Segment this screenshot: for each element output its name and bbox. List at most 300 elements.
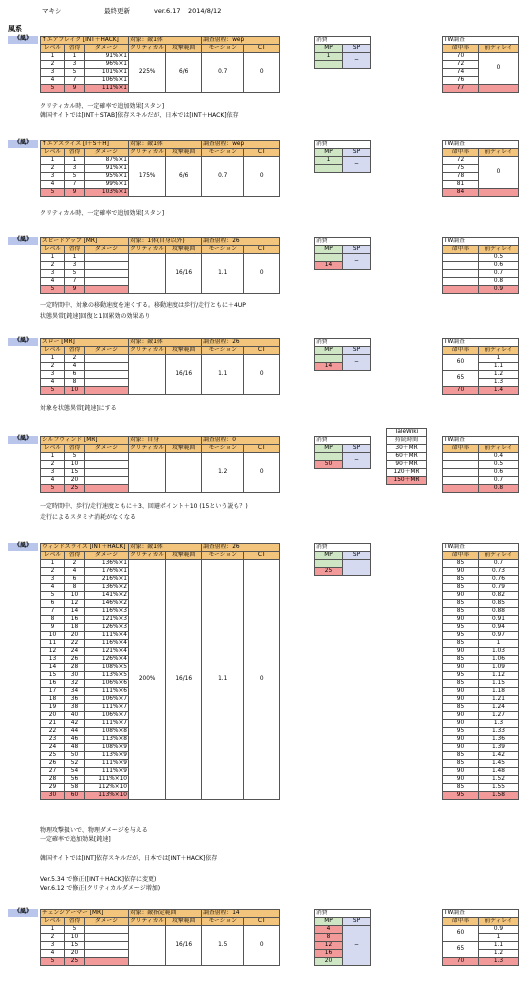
level-cell: 10	[41, 632, 65, 640]
hit-cell	[443, 461, 479, 469]
level-cell: 4	[41, 477, 65, 485]
hit-cell: 90	[443, 688, 479, 696]
column-header: モーション	[202, 149, 244, 157]
learn-cell: 16	[65, 616, 85, 624]
sp-label: SP	[343, 149, 371, 157]
column-header: クリティカル	[130, 551, 165, 558]
damage-cell	[85, 379, 129, 387]
damage-cell: 113%×5	[85, 672, 129, 680]
mp-head: 消費	[315, 544, 371, 552]
level-cell: 29	[41, 784, 65, 792]
skill-range: 調査射程：wep	[202, 141, 280, 149]
level-cell: 15	[41, 672, 65, 680]
learn-cell: 15	[65, 469, 85, 477]
column-header: ダメージ	[85, 552, 129, 560]
level-cell: 5	[41, 189, 65, 197]
hit-cell: 90	[443, 736, 479, 744]
wind-tag: 《風》	[8, 338, 38, 346]
ct-cell: 0	[244, 53, 280, 93]
delay-cell: 0.5	[479, 461, 519, 469]
hit-cell: 70	[443, 958, 479, 966]
hit-cell: 90	[443, 696, 479, 704]
level-cell: 14	[41, 664, 65, 672]
damage-cell: 106%×7	[85, 712, 129, 720]
tw-head: TW調査	[443, 910, 519, 918]
sp-label: SP	[343, 445, 371, 453]
hit-cell: 74	[443, 69, 479, 77]
mp-value	[315, 165, 343, 173]
level-cell: 4	[41, 584, 65, 592]
hit-label: 命中率	[443, 149, 479, 157]
tw-table	[442, 36, 519, 93]
skill-name: ウィンドスライス [INT＋HACK]	[41, 544, 129, 552]
learn-cell: 5	[65, 453, 85, 461]
sp-label: SP	[343, 45, 371, 53]
level-cell: 1	[41, 254, 65, 262]
hit-cell	[443, 286, 479, 294]
mp-value: 12	[315, 942, 343, 950]
ct-cell: 0	[244, 453, 280, 493]
delay-cell: 0.88	[479, 608, 519, 616]
sp-value	[343, 560, 371, 576]
level-cell: 2	[41, 363, 65, 371]
mp-sp-table	[314, 543, 371, 576]
learn-cell: 9	[65, 189, 85, 197]
hit-cell	[443, 453, 479, 461]
tw-table	[442, 436, 519, 493]
wind-tag: 《風》	[8, 140, 38, 148]
learn-cell: 30	[65, 672, 85, 680]
column-header: 攻撃範囲	[166, 347, 202, 355]
learn-cell: 3	[65, 165, 85, 173]
learn-cell: 26	[65, 656, 85, 664]
column-header: 習得	[65, 246, 85, 254]
learn-cell: 7	[65, 278, 85, 286]
damage-cell	[85, 262, 129, 270]
hit-cell: 72	[443, 157, 479, 165]
tw-table	[442, 237, 519, 294]
damage-cell	[85, 469, 129, 477]
hit-cell: 90	[443, 712, 479, 720]
delay-cell: 0.8	[479, 485, 519, 493]
delay-cell: 1.1	[479, 363, 519, 371]
column-header: レベル	[41, 347, 65, 355]
wind-tag: 《風》	[8, 436, 38, 444]
damage-cell: 99%×1	[85, 181, 129, 189]
level-cell: 11	[41, 640, 65, 648]
level-cell: 2	[41, 61, 65, 69]
delay-cell: 0.9	[479, 286, 519, 294]
column-header: モーション	[202, 347, 244, 355]
column-header: 攻撃範囲	[166, 445, 202, 453]
sp-value: −	[343, 53, 371, 69]
skill-name: シルフウィンド [MR]	[41, 437, 129, 445]
delay-cell: 1.39	[479, 744, 519, 752]
tw-table	[442, 909, 519, 966]
ct-cell: 0	[244, 926, 280, 966]
skill-table	[40, 909, 280, 966]
sp-label: SP	[343, 246, 371, 254]
skill-note: 韓国サイトでは[INT＋STAB]依存スキルだが、日本では[INT＋HACK]依存	[40, 112, 239, 119]
column-header: モーション	[202, 552, 244, 560]
level-cell: 5	[41, 485, 65, 493]
tw-head: TW調査	[443, 141, 519, 149]
learn-cell: 24	[65, 648, 85, 656]
learn-cell: 15	[65, 942, 85, 950]
learn-cell: 25	[65, 485, 85, 493]
sp-value: −	[343, 355, 371, 371]
column-header: クリティカル	[130, 245, 165, 252]
damage-cell: 113%×8	[85, 736, 129, 744]
skill-name: スロー [MR]	[41, 339, 129, 347]
damage-cell	[85, 254, 129, 262]
learn-cell: 9	[65, 286, 85, 294]
hit-label: 命中率	[443, 918, 479, 926]
skill-note: クリティカル時、一定確率で追加効果[スタン]	[40, 103, 165, 110]
skill-note: 韓国サイトでは[INT]依存スキルだが、日本では[INT＋HACK]依存	[40, 855, 218, 862]
hit-cell: 85	[443, 680, 479, 688]
mp-head: 消費	[315, 437, 371, 445]
delay-cell: 0.8	[479, 278, 519, 286]
level-cell: 5	[41, 958, 65, 966]
mp-value: 4	[315, 926, 343, 934]
damage-cell: 146%×2	[85, 600, 129, 608]
critical-cell	[129, 926, 166, 966]
hit-cell: 76	[443, 77, 479, 85]
delay-cell: 0.6	[479, 469, 519, 477]
delay-cell: 1	[479, 355, 519, 363]
level-cell: 4	[41, 77, 65, 85]
delay-cell: 0.91	[479, 616, 519, 624]
delay-cell	[479, 189, 519, 197]
duration-label: 持続時間	[387, 437, 427, 445]
critical-cell	[129, 254, 166, 294]
skill-target: 対象：敵1体	[129, 339, 202, 347]
level-cell: 3	[41, 576, 65, 584]
skill-table	[40, 436, 280, 493]
mp-head: 消費	[315, 37, 371, 45]
learn-cell: 20	[65, 632, 85, 640]
damage-cell: 136%×2	[85, 584, 129, 592]
level-cell: 20	[41, 712, 65, 720]
learn-cell: 1	[65, 254, 85, 262]
mp-label: MP	[315, 45, 343, 53]
learn-cell: 48	[65, 744, 85, 752]
damage-cell: 111%×10	[85, 776, 129, 784]
delay-cell: 0.4	[479, 453, 519, 461]
learn-cell: 32	[65, 680, 85, 688]
delay-cell: 1.09	[479, 664, 519, 672]
hit-label: 命中率	[443, 246, 479, 254]
learn-cell: 14	[65, 608, 85, 616]
delay-cell: 0.7	[479, 560, 519, 568]
damage-cell: 121%×4	[85, 648, 129, 656]
tw-head: TW調査	[443, 339, 519, 347]
skill-note: Ver.6.12 で修正(クリティカルダメージ増加)	[40, 885, 161, 892]
column-header: レベル	[41, 149, 65, 157]
hit-label: 命中率	[443, 445, 479, 453]
skill-table	[40, 338, 280, 395]
damage-cell	[85, 270, 129, 278]
column-header: 攻撃範囲	[166, 918, 202, 926]
hit-cell: 90	[443, 648, 479, 656]
hit-cell	[443, 485, 479, 493]
learn-cell: 7	[65, 181, 85, 189]
column-header: レベル	[41, 246, 65, 254]
learn-cell: 7	[65, 77, 85, 85]
hit-cell	[443, 270, 479, 278]
delay-cell: 1.2	[479, 950, 519, 958]
hit-cell: 77	[443, 85, 479, 93]
mp-label: MP	[315, 552, 343, 560]
column-header: CT	[244, 918, 280, 926]
damage-cell: 91%×1	[85, 165, 129, 173]
delay-cell: 1.1	[479, 942, 519, 950]
skill-note: 物理攻撃扱いで、物理ダメージを与える	[40, 827, 148, 834]
mp-value	[315, 254, 343, 262]
duration-cell: 120＋MR	[387, 469, 427, 477]
learn-cell: 2	[65, 355, 85, 363]
hit-cell: 65	[443, 942, 479, 958]
skill-name: ↑エアブレイク [INT＋HACK]	[41, 37, 129, 45]
skill-table	[40, 36, 280, 93]
damage-cell: 176%×1	[85, 568, 129, 576]
attack-range-cell: 16/16	[166, 254, 202, 294]
learn-cell: 52	[65, 760, 85, 768]
delay-label: 前ディレイ	[479, 149, 519, 157]
skill-table	[40, 140, 280, 197]
damage-cell: 116%×3	[85, 608, 129, 616]
delay-cell: 1.2	[479, 371, 519, 379]
damage-cell	[85, 286, 129, 294]
mp-value: 1	[315, 53, 343, 61]
delay-label: 前ディレイ	[479, 347, 519, 355]
damage-cell: 216%×1	[85, 576, 129, 584]
delay-cell: 0.97	[479, 632, 519, 640]
wind-tag: 《風》	[8, 237, 38, 245]
level-cell: 2	[41, 934, 65, 942]
column-header: クリティカル	[130, 44, 165, 51]
hit-cell: 85	[443, 600, 479, 608]
tw-table	[442, 338, 519, 395]
level-cell: 1	[41, 926, 65, 934]
learn-cell: 34	[65, 688, 85, 696]
mp-head: 消費	[315, 238, 371, 246]
delay-cell: 1.21	[479, 696, 519, 704]
hit-cell: 70	[443, 53, 479, 61]
level-cell: 5	[41, 387, 65, 395]
mp-sp-table	[314, 140, 371, 173]
column-header: ダメージ	[85, 45, 129, 53]
learn-cell: 38	[65, 704, 85, 712]
hit-cell: 90	[443, 664, 479, 672]
damage-cell: 108%×8	[85, 728, 129, 736]
damage-cell: 111%×7	[85, 720, 129, 728]
skill-name: チェンジアーマー [MR]	[41, 910, 129, 918]
tw-table	[442, 140, 519, 197]
category-title: 風系	[8, 25, 22, 33]
hit-cell: 85	[443, 560, 479, 568]
learn-cell: 36	[65, 696, 85, 704]
mp-head: 消費	[315, 141, 371, 149]
column-header: CT	[244, 347, 280, 355]
delay-cell: 1.4	[479, 387, 519, 395]
column-header: 攻撃範囲	[166, 149, 202, 157]
learn-cell: 2	[65, 560, 85, 568]
column-header: モーション	[202, 445, 244, 453]
attack-range-cell: 6/6	[166, 157, 202, 197]
level-cell: 3	[41, 270, 65, 278]
level-cell: 2	[41, 262, 65, 270]
column-header: CT	[244, 552, 280, 560]
damage-cell: 136%×1	[85, 560, 129, 568]
level-cell: 2	[41, 568, 65, 576]
damage-cell: 111%×4	[85, 632, 129, 640]
skill-target: 対象：自身	[129, 437, 202, 445]
attack-range-cell: 6/6	[166, 53, 202, 93]
column-header: クリティカル	[130, 346, 165, 353]
learn-cell: 6	[65, 371, 85, 379]
sp-label: SP	[343, 918, 371, 926]
hit-cell	[443, 262, 479, 270]
level-cell: 4	[41, 181, 65, 189]
damage-cell	[85, 926, 129, 934]
version-label: ver.6.17	[154, 7, 181, 15]
learn-cell: 58	[65, 784, 85, 792]
hit-cell: 95	[443, 728, 479, 736]
column-header: クリティカル	[130, 148, 165, 155]
skill-range: 調査射程：26	[202, 339, 280, 347]
learn-cell: 42	[65, 720, 85, 728]
motion-cell: 1.1	[202, 560, 244, 800]
skill-target: 対象：敵1体	[129, 37, 202, 45]
hit-cell: 90	[443, 592, 479, 600]
delay-label: 前ディレイ	[479, 45, 519, 53]
learn-cell: 44	[65, 728, 85, 736]
column-header: モーション	[202, 246, 244, 254]
mp-value	[315, 560, 343, 568]
mp-sp-table	[314, 909, 371, 966]
learn-cell: 12	[65, 600, 85, 608]
mp-label: MP	[315, 149, 343, 157]
wind-tag: 《風》	[8, 543, 38, 551]
skill-target: 対象：敵1体	[129, 141, 202, 149]
skill-note: 一定時間中、歩行/走行速度ともに＋3、回避ポイント＋10 (15という説も？)	[40, 503, 248, 510]
motion-cell: 1.2	[202, 453, 244, 493]
level-cell: 28	[41, 776, 65, 784]
tw-table	[442, 543, 519, 800]
delay-cell: 0.82	[479, 592, 519, 600]
delay-cell: 1.15	[479, 680, 519, 688]
column-header: CT	[244, 45, 280, 53]
delay-cell: 1.36	[479, 736, 519, 744]
column-header: レベル	[41, 918, 65, 926]
level-cell: 1	[41, 53, 65, 61]
damage-cell: 112%×10	[85, 784, 129, 792]
damage-cell: 108%×5	[85, 664, 129, 672]
learn-cell: 5	[65, 926, 85, 934]
damage-cell: 111%×1	[85, 85, 129, 93]
motion-cell: 1.5	[202, 926, 244, 966]
hit-cell: 85	[443, 784, 479, 792]
learn-cell: 4	[65, 568, 85, 576]
skill-note: 一定確率で追加効果[鈍速]	[40, 836, 111, 843]
damage-cell: 121%×3	[85, 616, 129, 624]
level-cell: 2	[41, 461, 65, 469]
level-cell: 8	[41, 616, 65, 624]
duration-cell: 150＋MR	[387, 477, 427, 485]
delay-cell: 1.45	[479, 760, 519, 768]
mp-value	[315, 453, 343, 461]
damage-cell	[85, 278, 129, 286]
motion-cell: 0.7	[202, 157, 244, 197]
hit-cell: 60	[443, 926, 479, 942]
damage-cell: 111%×9	[85, 760, 129, 768]
column-header: ダメージ	[85, 347, 129, 355]
damage-cell	[85, 387, 129, 395]
level-cell: 12	[41, 648, 65, 656]
level-cell: 3	[41, 469, 65, 477]
damage-cell	[85, 477, 129, 485]
level-cell: 27	[41, 768, 65, 776]
skill-table	[40, 237, 280, 294]
hit-label: 命中率	[443, 45, 479, 53]
column-header: ダメージ	[85, 246, 129, 254]
duration-cell: 30＋MR	[387, 445, 427, 453]
learn-cell: 6	[65, 576, 85, 584]
critical-cell: 175%	[129, 157, 166, 197]
critical-cell: 200%	[129, 560, 166, 800]
mp-sp-table	[314, 338, 371, 371]
level-cell: 3	[41, 942, 65, 950]
motion-cell: 1.1	[202, 355, 244, 395]
hit-cell: 75	[443, 165, 479, 173]
level-cell: 4	[41, 950, 65, 958]
damage-cell	[85, 950, 129, 958]
damage-cell: 103%×1	[85, 189, 129, 197]
learn-cell: 9	[65, 85, 85, 93]
ct-cell: 0	[244, 254, 280, 294]
delay-cell: 1.3	[479, 958, 519, 966]
hit-cell: 95	[443, 632, 479, 640]
delay-cell: 1.55	[479, 784, 519, 792]
level-cell: 4	[41, 278, 65, 286]
delay-cell: 0.76	[479, 576, 519, 584]
level-cell: 22	[41, 728, 65, 736]
delay-cell: 1.42	[479, 752, 519, 760]
mp-head: 消費	[315, 910, 371, 918]
learn-cell: 56	[65, 776, 85, 784]
damage-cell: 101%×1	[85, 69, 129, 77]
tw-head: TW調査	[443, 544, 519, 552]
column-header: ダメージ	[85, 445, 129, 453]
delay-cell	[479, 85, 519, 93]
delay-label: 前ディレイ	[479, 445, 519, 453]
mp-value: 14	[315, 262, 343, 270]
delay-cell: 1.3	[479, 720, 519, 728]
mp-sp-table	[314, 36, 371, 69]
skill-range: 調査射程：0	[202, 437, 280, 445]
learn-cell: 5	[65, 173, 85, 181]
damage-cell: 113%×10	[85, 792, 129, 800]
hit-cell: 90	[443, 776, 479, 784]
updated-label: 最終更新	[104, 7, 130, 15]
delay-cell: 0.7	[479, 270, 519, 278]
hit-cell: 85	[443, 584, 479, 592]
level-cell: 30	[41, 792, 65, 800]
column-header: 習得	[65, 149, 85, 157]
delay-cell: 1.3	[479, 379, 519, 387]
